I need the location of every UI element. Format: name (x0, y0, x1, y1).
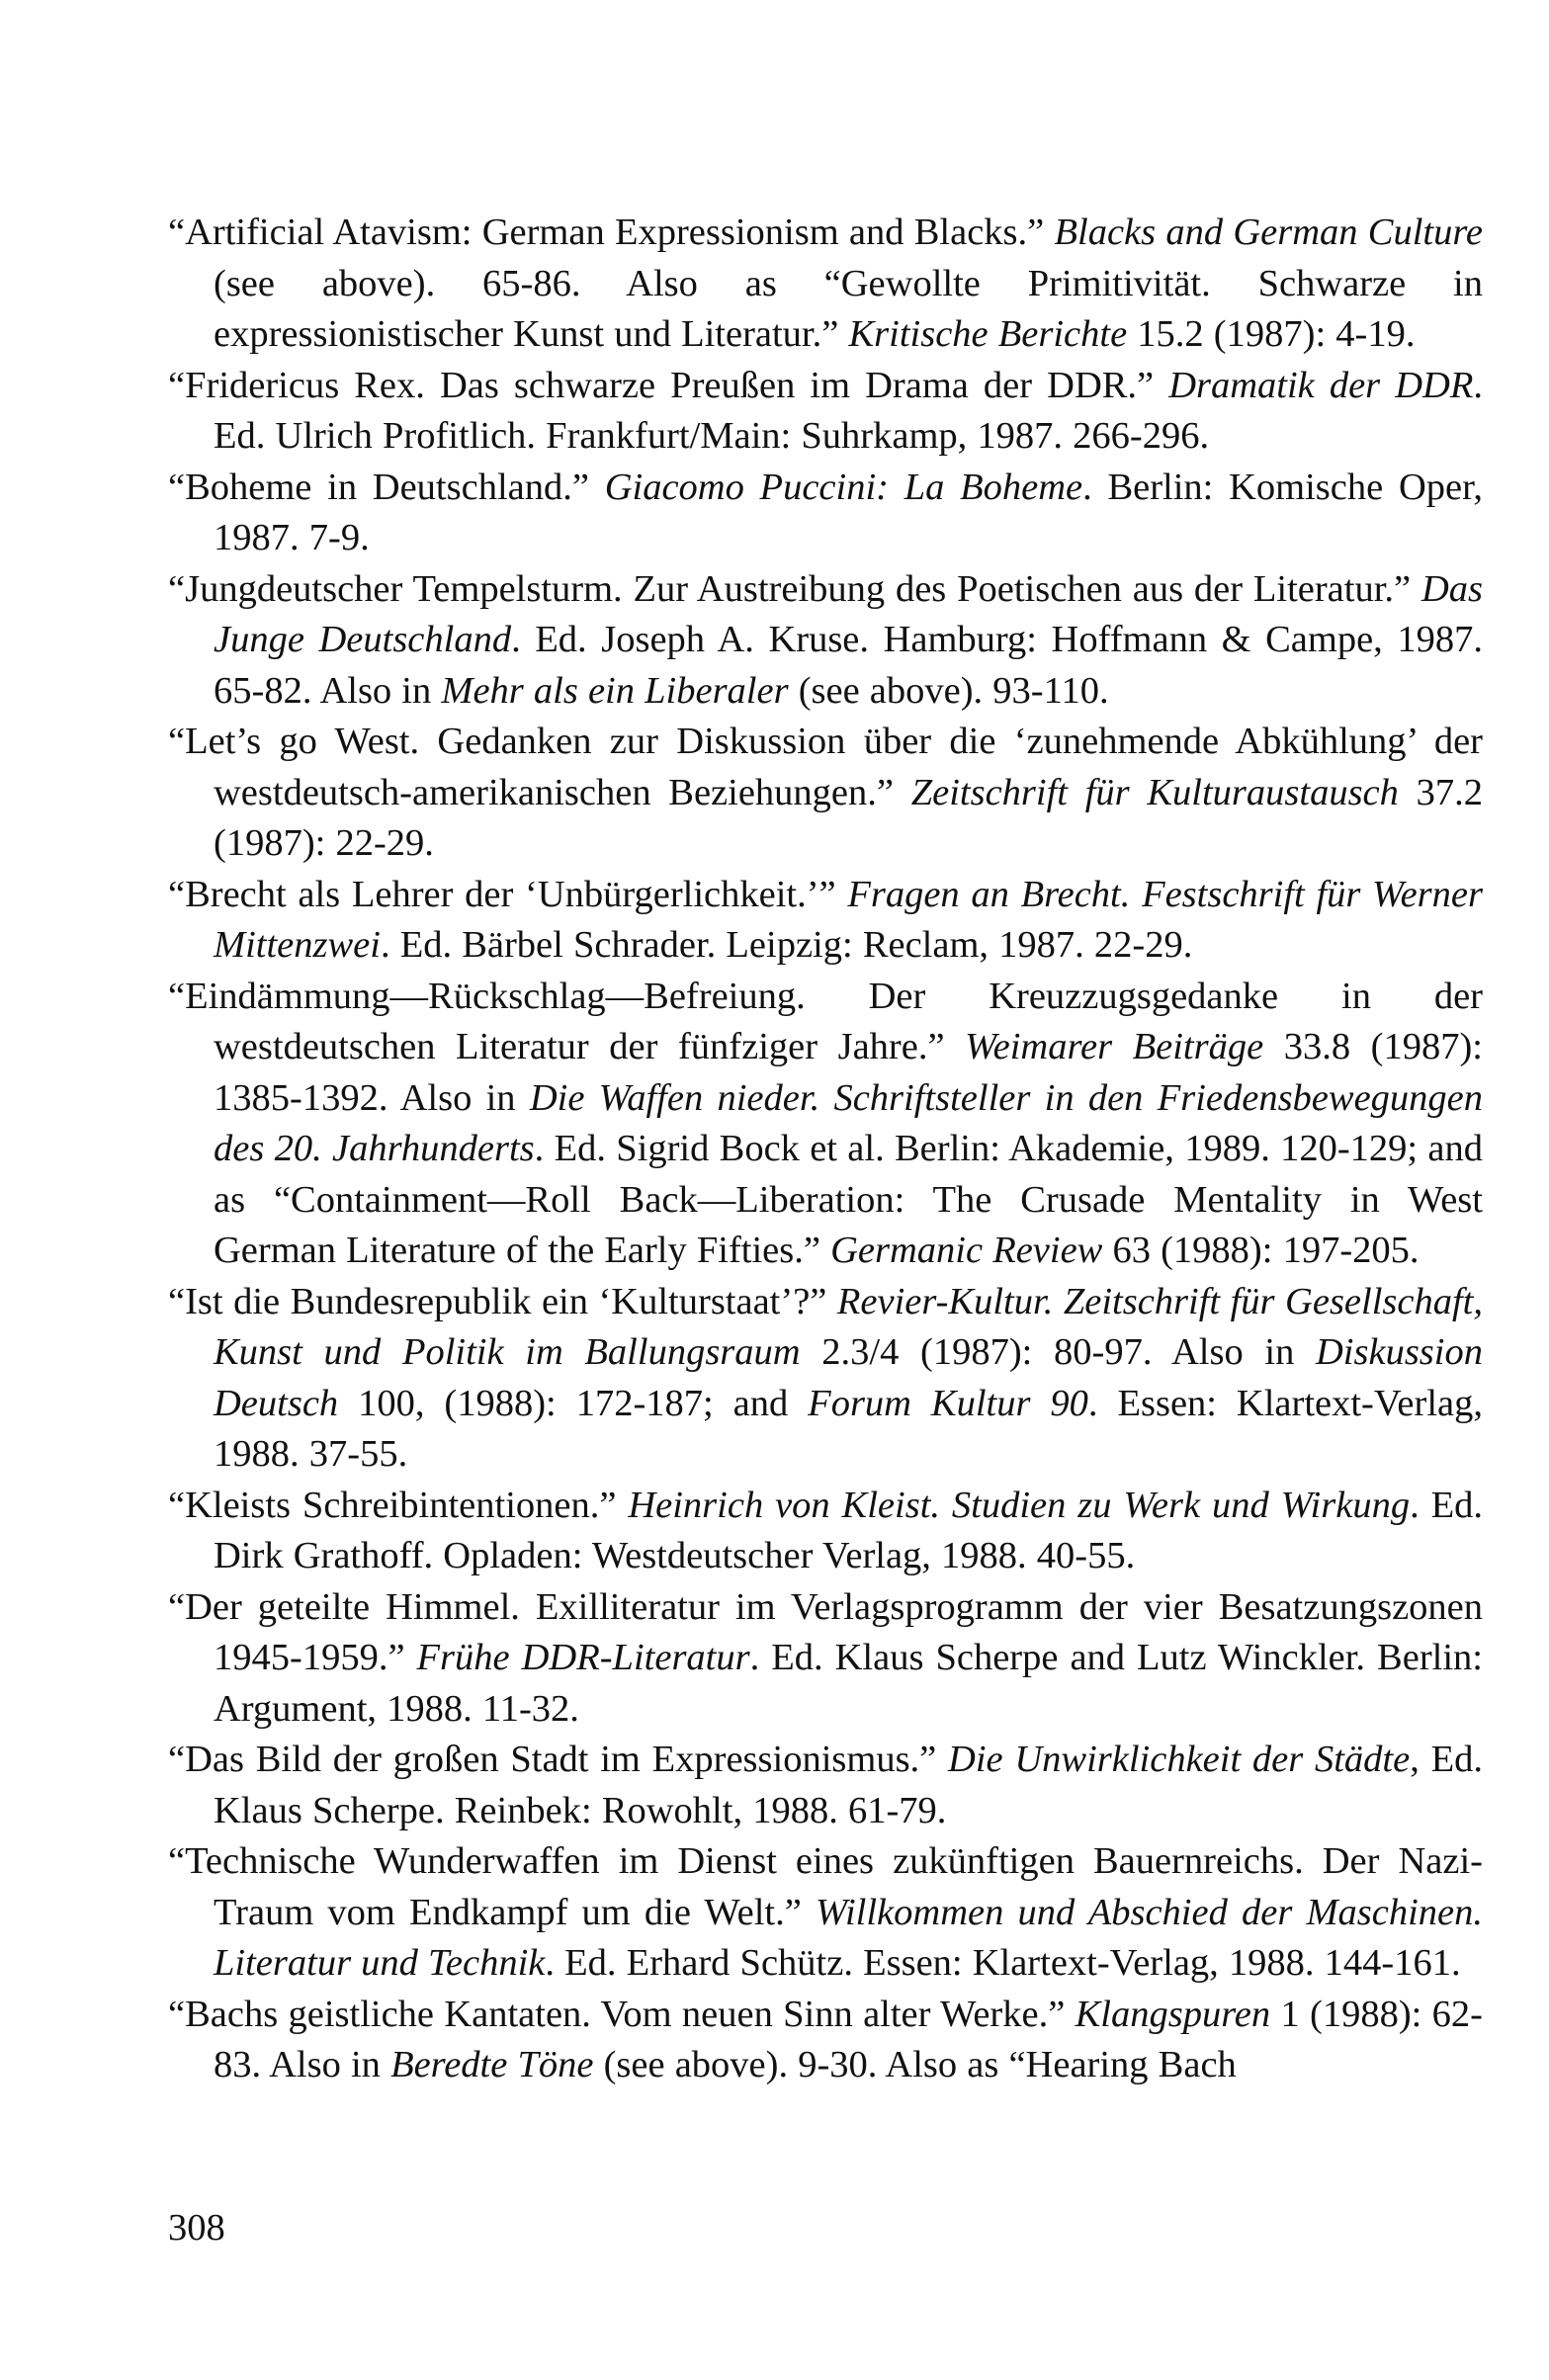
entry-text: (see above). 93-110. (788, 669, 1109, 712)
entry-text: 15.2 (1987): 4-19. (1127, 313, 1416, 355)
bibliography-entry (168, 1582, 1483, 1736)
entry-title-italic: Revier-Kultur. Zeitschrift für Gesellschaft, Kunst und Politik im Ballungsraum (214, 1280, 1483, 1373)
entry-text: . Ed. Bärbel Schrader. Leipzig: Reclam, 1987. 22-29. (380, 924, 1193, 966)
entry-title-italic: Dramatik der DDR (1168, 364, 1474, 406)
entry-title-italic: Fragen an Brecht. Festschrift für Werner Mittenzwei (214, 873, 1483, 966)
entry-text: “Technische Wunderwaffen im Dienst eines zukünftigen Bauernreichs. Der Nazi-Traum vom Endkampf um die Welt.” (168, 1840, 1483, 1933)
bibliography-entry (168, 463, 1483, 564)
entry-title-italic: Mehr als ein Liberaler (441, 669, 789, 712)
entry-title-italic: Klangspuren (1075, 1993, 1271, 2035)
entry-title-italic: Beredte Töne (390, 2044, 594, 2085)
entry-text: . Berlin: Komische Oper, 1987. 7-9. (214, 466, 1483, 558)
bibliography-entry (168, 717, 1483, 870)
bibliography-entry (168, 208, 1483, 361)
entry-text: “Ist die Bundesrepublik ein ‘Kulturstaat’?” (168, 1280, 837, 1322)
entry-title-italic: Heinrich von Kleist. Studien zu Werk und Wirkung (628, 1484, 1411, 1526)
entry-text: (see above). 65-86. Also as “Gewollte Primitivität. Schwarze in expressionistischer Kunst und Literatur.” (214, 262, 1483, 355)
entry-text: . Ed. Joseph A. Kruse. Hamburg: Hoffmann & Campe, 1987. 65-82. Also in (214, 619, 1483, 712)
entry-text: “Kleists Schreibintentionen.” (168, 1484, 629, 1526)
entry-text: “Boheme in Deutschland.” (168, 466, 605, 508)
entry-text: . Ed. Ulrich Profitlich. Frankfurt/Main: Suhrkamp, 1987. 266-296. (214, 364, 1483, 457)
entry-text: . Ed. Klaus Scherpe and Lutz Winckler. Berlin: Argument, 1988. 11-32. (214, 1637, 1483, 1730)
bibliography-entry (168, 361, 1483, 463)
entry-title-italic: Willkommen und Abschied der Maschinen. Literatur und Technik (214, 1891, 1484, 1984)
bibliography-entry (168, 1836, 1483, 1990)
entry-title-italic: Diskussion Deutsch (214, 1331, 1483, 1424)
entry-title-italic: Forum Kultur 90 (808, 1382, 1088, 1424)
page-number: 308 (168, 2207, 225, 2249)
entry-text: “Fridericus Rex. Das schwarze Preußen im Drama der DDR.” (168, 364, 1169, 406)
bibliography-list (168, 208, 1483, 2091)
entry-text: . Ed. Dirk Grathoff. Opladen: Westdeutscher Verlag, 1988. 40-55. (214, 1484, 1483, 1576)
entry-text: , Ed. Klaus Scherpe. Reinbek: Rowohlt, 1988. 61-79. (214, 1739, 1483, 1831)
entry-text: “Let’s go West. Gedanken zur Diskussion über die ‘zunehmende Abkühlung’ der westdeutsch-amerikanischen Beziehungen.” (168, 721, 1483, 813)
bibliography-entry (168, 870, 1483, 972)
entry-text: 1 (1988): 62-83. Also in (214, 1993, 1483, 2085)
entry-title-italic: Die Waffen nieder. Schriftsteller in den Friedensbewegungen des 20. Jahrhunderts (214, 1076, 1483, 1169)
entry-text: 2.3/4 (1987): 80-97. Also in (800, 1331, 1316, 1373)
entry-title-italic: Kritische Berichte (848, 313, 1128, 355)
bibliography-entry (168, 1481, 1483, 1582)
entry-title-italic: Blacks and German Culture (1054, 212, 1483, 253)
entry-text: . Essen: Klartext-Verlag, 1988. 37-55. (214, 1382, 1483, 1475)
entry-text: (see above). 9-30. Also as “Hearing Bach (593, 2044, 1237, 2085)
entry-title-italic: Giacomo Puccini: La Boheme (604, 466, 1083, 508)
entry-title-italic: Frühe DDR-Literatur (416, 1637, 750, 1678)
bibliography-entry (168, 972, 1483, 1277)
entry-text: “Brecht als Lehrer der ‘Unbürgerlichkeit.’” (168, 873, 848, 915)
entry-title-italic: Weimarer Beiträge (965, 1026, 1264, 1067)
entry-text: 63 (1988): 197-205. (1102, 1230, 1420, 1271)
entry-title-italic: Die Unwirklichkeit der Städte (948, 1739, 1411, 1780)
bibliography-entry (168, 1277, 1483, 1481)
entry-text: “Artificial Atavism: German Expressionism and Blacks.” (168, 212, 1055, 253)
entry-title-italic: Zeitschrift für Kulturaustausch (910, 771, 1399, 813)
entry-text: “Jungdeutscher Tempelsturm. Zur Austreibung des Poetischen aus der Literatur.” (168, 567, 1421, 610)
bibliography-entry (168, 564, 1483, 718)
entry-text: “Bachs geistliche Kantaten. Vom neuen Sinn alter Werke.” (168, 1993, 1076, 2035)
entry-text: 33.8 (1987): 1385-1392. Also in (214, 1026, 1483, 1119)
entry-text: “Eindämmung—Rückschlag—Befreiung. Der Kreuzzugsgedanke in der westdeutschen Literatur der fünfziger Jahre.” (168, 975, 1483, 1067)
entry-title-italic: Germanic Review (830, 1230, 1103, 1271)
entry-title-italic: Das Junge Deutschland (214, 567, 1483, 660)
entry-text: “Das Bild der großen Stadt im Expressionismus.” (168, 1739, 949, 1780)
entry-text: . Ed. Erhard Schütz. Essen: Klartext-Verlag, 1988. 144-161. (545, 1942, 1461, 1984)
bibliography-entry (168, 1735, 1483, 1836)
entry-text: 100, (1988): 172-187; and (338, 1382, 809, 1424)
entry-text: 37.2 (1987): 22-29. (214, 771, 1483, 864)
bibliography-entry (168, 1990, 1483, 2091)
entry-text: “Der geteilte Himmel. Exilliteratur im Verlagsprogramm der vier Besatzungszonen 1945-1959.” (168, 1585, 1483, 1678)
entry-text: . Ed. Sigrid Bock et al. Berlin: Akademie, 1989. 120-129; and as “Containment—Roll Back—Liberation: The Crusade Mentality in West German Literature of the Early Fifties.” (214, 1128, 1483, 1271)
